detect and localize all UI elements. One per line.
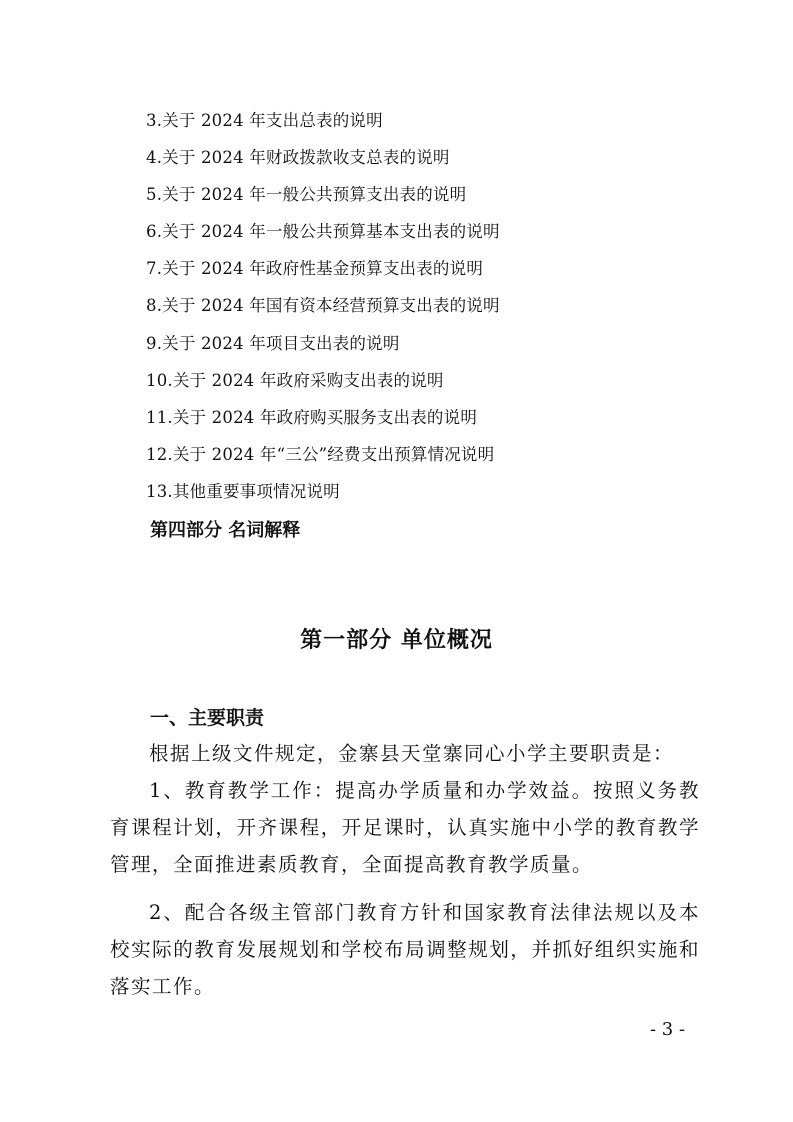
section-subheading: 一、主要职责 bbox=[150, 707, 265, 729]
paragraph-duty-2: 2、配合各级主管部门教育方针和国家教育法律法规以及本校实际的教育发展规划和学校布局调整规划，并抓好组织实施和落实工作。 bbox=[110, 901, 700, 998]
toc-item-7: 7.关于 2024 年政府性基金预算支出表的说明 bbox=[146, 259, 484, 278]
toc-item-5: 5.关于 2024 年一般公共预算支出表的说明 bbox=[146, 185, 467, 204]
part1-heading: 第一部分 单位概况 bbox=[300, 628, 493, 653]
toc-item-10: 10.关于 2024 年政府采购支出表的说明 bbox=[146, 371, 444, 390]
paragraph-duty-1: 1、教育教学工作：提高办学质量和办学效益。按照义务教育课程计划，开齐课程，开足课时，认真实施中小学的教育教学管理，全面推进素质教育，全面提高教育教学质量。 bbox=[110, 779, 700, 876]
toc-item-8: 8.关于 2024 年国有资本经营预算支出表的说明 bbox=[146, 296, 500, 315]
toc-item-9: 9.关于 2024 年项目支出表的说明 bbox=[146, 334, 400, 353]
toc-item-11: 11.关于 2024 年政府购买服务支出表的说明 bbox=[146, 408, 478, 427]
toc-item-3: 3.关于 2024 年支出总表的说明 bbox=[146, 111, 383, 130]
page-number: - 3 - bbox=[650, 1019, 686, 1040]
part4-heading: 第四部分 名词解释 bbox=[150, 520, 301, 541]
toc-item-4: 4.关于 2024 年财政拨款收支总表的说明 bbox=[146, 148, 450, 167]
toc-item-12: 12.关于 2024 年“三公”经费支出预算情况说明 bbox=[146, 445, 495, 464]
paragraph-intro: 根据上级文件规定，金寨县天堂寨同心小学主要职责是： bbox=[149, 742, 675, 765]
toc-item-13: 13.其他重要事项情况说明 bbox=[146, 482, 340, 501]
toc-item-6: 6.关于 2024 年一般公共预算基本支出表的说明 bbox=[146, 222, 500, 241]
